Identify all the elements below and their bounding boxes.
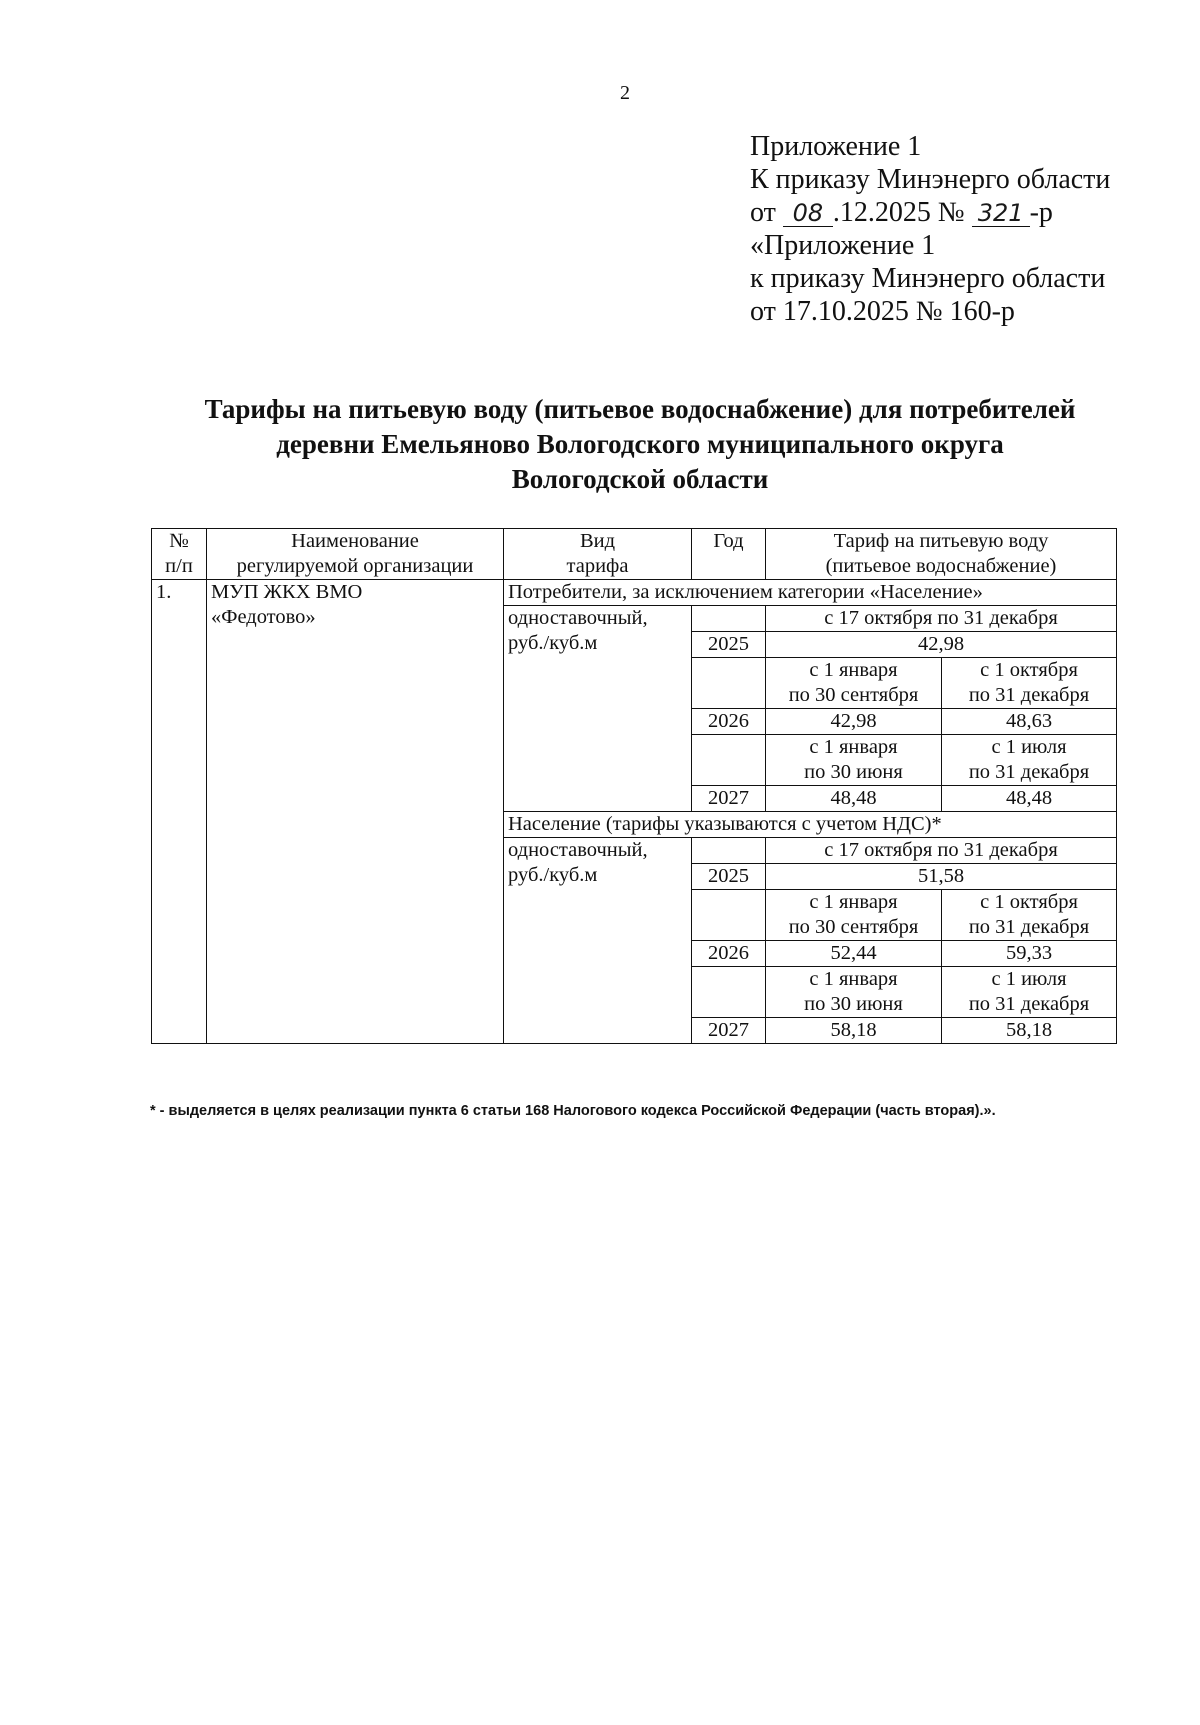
title-line-2: деревни Емельяново Вологодского муниципального округа	[276, 429, 1004, 459]
category-label: Потребители, за исключением категории «Население»	[504, 580, 1117, 606]
tariff-type: одноставочный, руб./куб.м	[504, 838, 692, 1044]
year-cell-empty	[692, 606, 766, 632]
tariff-value: 42,98	[766, 709, 942, 735]
period-label: с 1 января по 30 июня	[766, 735, 942, 786]
organization-name: МУП ЖКХ ВМО «Федотово»	[207, 580, 504, 1044]
year-cell-empty	[692, 735, 766, 786]
title-line-1: Тарифы на питьевую воду (питьевое водоснабжение) для потребителей	[204, 394, 1076, 424]
tariff-value: 58,18	[942, 1018, 1117, 1044]
footnote: * - выделяется в целях реализации пункта 6 статьи 168 Налогового кодекса Российской Федерации (часть вторая).».	[150, 1103, 996, 1119]
appendix-line-6: от 17.10.2025 № 160-р	[750, 296, 1015, 327]
year-cell-empty	[692, 658, 766, 709]
header-year: Год	[692, 529, 766, 580]
year-cell: 2026	[692, 941, 766, 967]
header-tariff-type: Вид тарифа	[504, 529, 692, 580]
table-row	[152, 580, 1117, 606]
document-title	[150, 392, 1130, 497]
order-date-prefix: от	[750, 197, 783, 228]
period-label: с 1 января по 30 сентября	[766, 658, 942, 709]
period-label: с 1 января по 30 июня	[766, 967, 942, 1018]
year-cell: 2027	[692, 1018, 766, 1044]
appendix-block	[750, 130, 1110, 328]
tariff-type: одноставочный, руб./куб.м	[504, 606, 692, 812]
appendix-line-3	[750, 196, 1110, 229]
period-label: с 1 июля по 31 декабря	[942, 967, 1117, 1018]
year-cell-empty	[692, 838, 766, 864]
title-line-3: Вологодской области	[511, 464, 769, 494]
period-label: с 1 октября по 31 декабря	[942, 658, 1117, 709]
category-label: Население (тарифы указываются с учетом НДС)*	[504, 812, 1117, 838]
tariff-value: 48,63	[942, 709, 1117, 735]
tariff-value: 48,48	[766, 786, 942, 812]
appendix-line-2: К приказу Минэнерго области	[750, 164, 1111, 195]
table-header-row	[152, 529, 1117, 580]
tariff-table	[151, 528, 1117, 1044]
header-organization: Наименование регулируемой организации	[207, 529, 504, 580]
period-label: с 1 января по 30 сентября	[766, 890, 942, 941]
tariff-value: 59,33	[942, 941, 1117, 967]
year-cell-empty	[692, 967, 766, 1018]
tariff-value: 48,48	[942, 786, 1117, 812]
handwritten-order-number: 321	[972, 200, 1030, 227]
year-cell-empty	[692, 890, 766, 941]
period-label: с 1 октября по 31 декабря	[942, 890, 1117, 941]
appendix-line-4: «Приложение 1	[750, 230, 936, 261]
appendix-line-1: Приложение 1	[750, 131, 922, 162]
row-number: 1.	[152, 580, 207, 1044]
period-label: с 17 октября по 31 декабря	[766, 606, 1117, 632]
period-label: с 17 октября по 31 декабря	[766, 838, 1117, 864]
period-label: с 1 июля по 31 декабря	[942, 735, 1117, 786]
header-num: № п/п	[152, 529, 207, 580]
header-tariff: Тариф на питьевую воду (питьевое водоснабжение)	[766, 529, 1117, 580]
tariff-value: 52,44	[766, 941, 942, 967]
year-cell: 2026	[692, 709, 766, 735]
year-cell: 2025	[692, 864, 766, 890]
page-number: 2	[620, 82, 630, 104]
tariff-value: 58,18	[766, 1018, 942, 1044]
order-date-rest: .12.2025 №	[832, 197, 972, 228]
tariff-value: 51,58	[766, 864, 1117, 890]
handwritten-day: 08	[783, 200, 833, 227]
tariff-value: 42,98	[766, 632, 1117, 658]
appendix-line-5: к приказу Минэнерго области	[750, 263, 1106, 294]
order-number-suffix: -р	[1029, 197, 1053, 228]
year-cell: 2025	[692, 632, 766, 658]
year-cell: 2027	[692, 786, 766, 812]
